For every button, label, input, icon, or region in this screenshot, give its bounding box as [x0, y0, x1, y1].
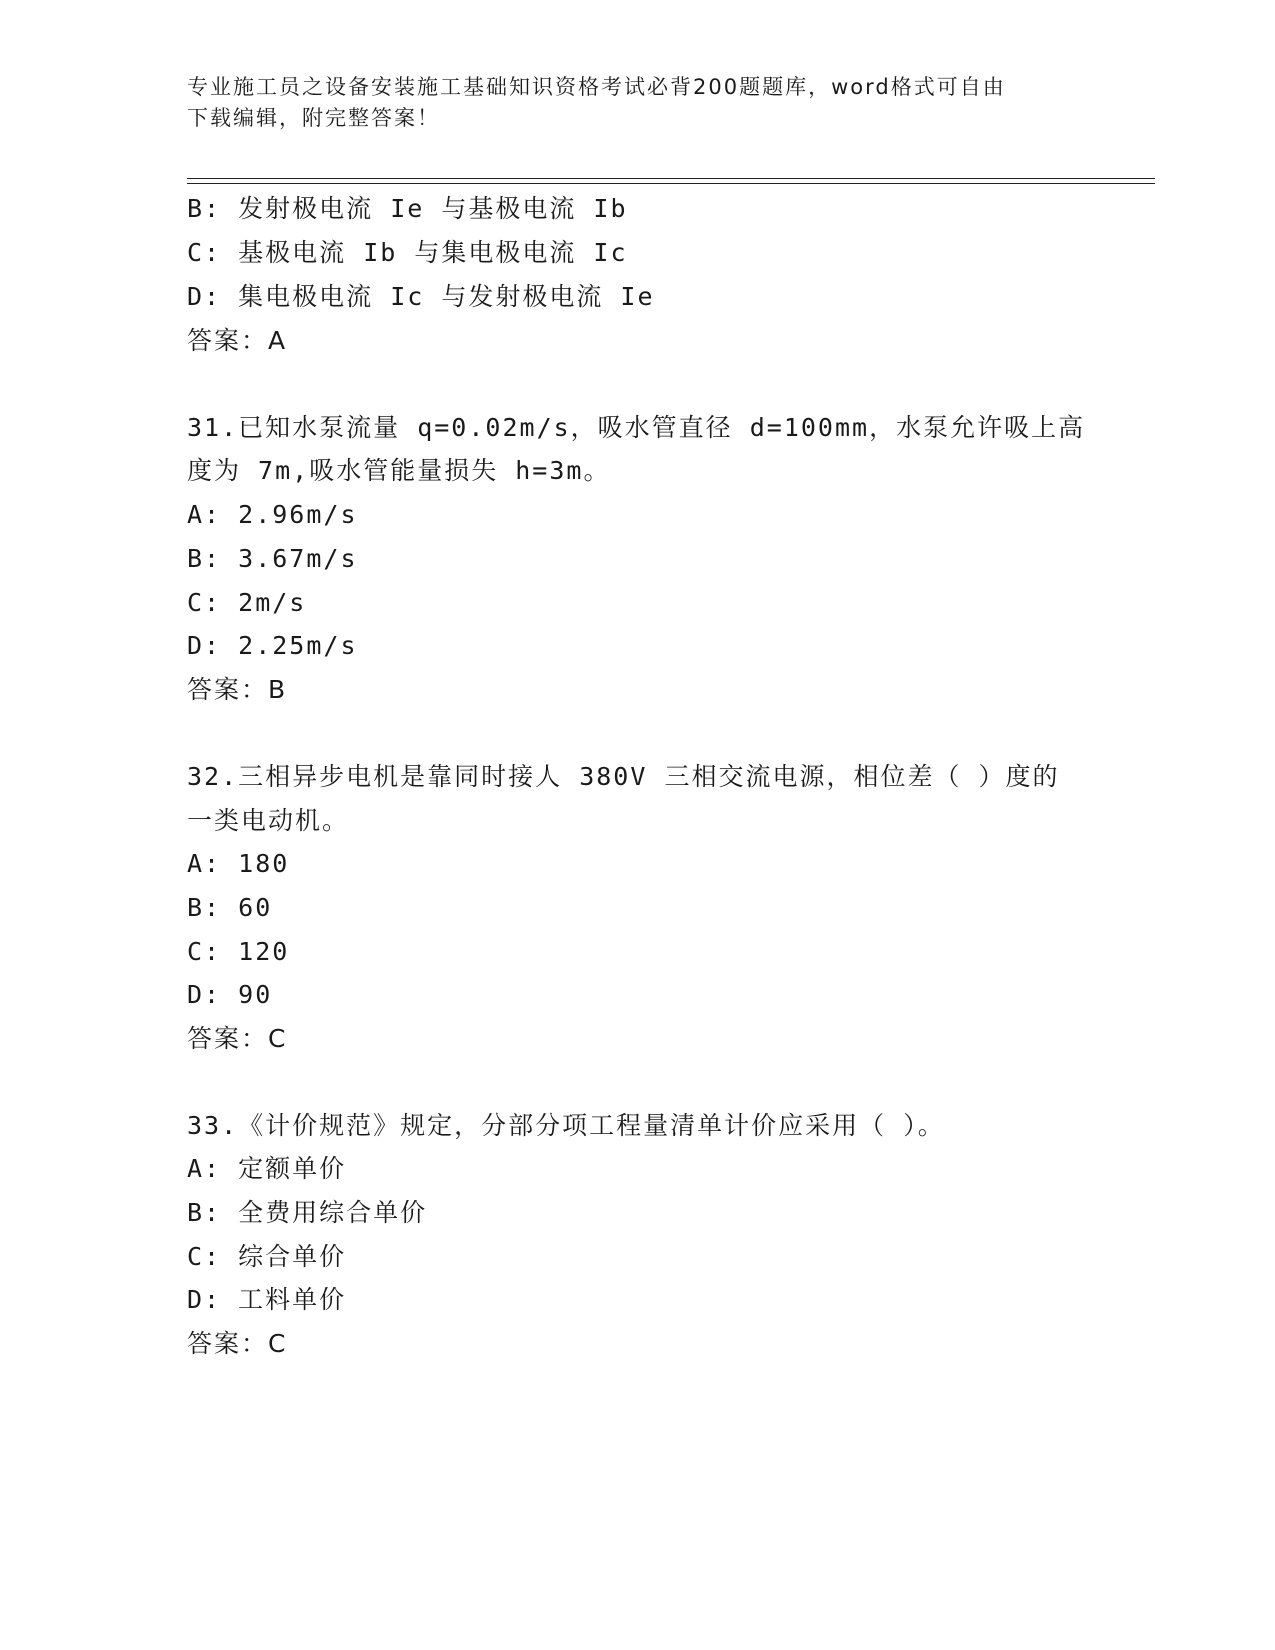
- q32-option-b: B: 60: [187, 893, 273, 922]
- q31-answer: 答案：B: [187, 675, 288, 704]
- q32-option-c: C: 120: [187, 937, 290, 966]
- q30-option-c: C: 基极电流 Ib 与集电极电流 Ic: [187, 238, 628, 267]
- header-line-1: 专业施工员之设备安装施工基础知识资格考试必背200题题库，word格式可自由: [187, 75, 1006, 99]
- q32-stem-line-1: 32.三相异步电机是靠同时接人 380V 三相交流电源，相位差（ ）度的: [187, 762, 1060, 791]
- q31-option-c: C: 2m/s: [187, 588, 307, 617]
- q30-option-b: B: 发射极电流 Ie 与基极电流 Ib: [187, 194, 628, 223]
- q31-option-d: D: 2.25m/s: [187, 631, 358, 660]
- q32-answer: 答案：C: [187, 1024, 288, 1053]
- header-line-2: 下载编辑，附完整答案！: [187, 106, 440, 130]
- q31-stem-line-2: 度为 7m,吸水管能量损失 h=3m。: [187, 456, 611, 485]
- q31-option-a: A: 2.96m/s: [187, 500, 358, 529]
- q33-option-b: B: 全费用综合单价: [187, 1198, 428, 1227]
- q30-option-d: D: 集电极电流 Ic 与发射极电流 Ie: [187, 282, 655, 311]
- header-divider-bottom: [187, 183, 1155, 184]
- q30-answer: 答案：A: [187, 326, 288, 355]
- q32-option-a: A: 180: [187, 849, 290, 878]
- header-divider-top: [187, 178, 1155, 179]
- q33-option-d: D: 工料单价: [187, 1285, 347, 1314]
- q32-stem-line-2: 一类电动机。: [187, 806, 350, 835]
- q33-option-c: C: 综合单价: [187, 1242, 347, 1271]
- q33-option-a: A: 定额单价: [187, 1154, 347, 1183]
- document-header: [187, 72, 1087, 134]
- q33-stem: 33.《计价规范》规定，分部分项工程量清单计价应采用（ ）。: [187, 1111, 945, 1140]
- q32-option-d: D: 90: [187, 980, 273, 1009]
- q31-option-b: B: 3.67m/s: [187, 544, 358, 573]
- q33-answer: 答案：C: [187, 1329, 288, 1358]
- q31-stem-line-1: 31.已知水泵流量 q=0.02m/s，吸水管直径 d=100mm，水泵允许吸上高: [187, 413, 1086, 442]
